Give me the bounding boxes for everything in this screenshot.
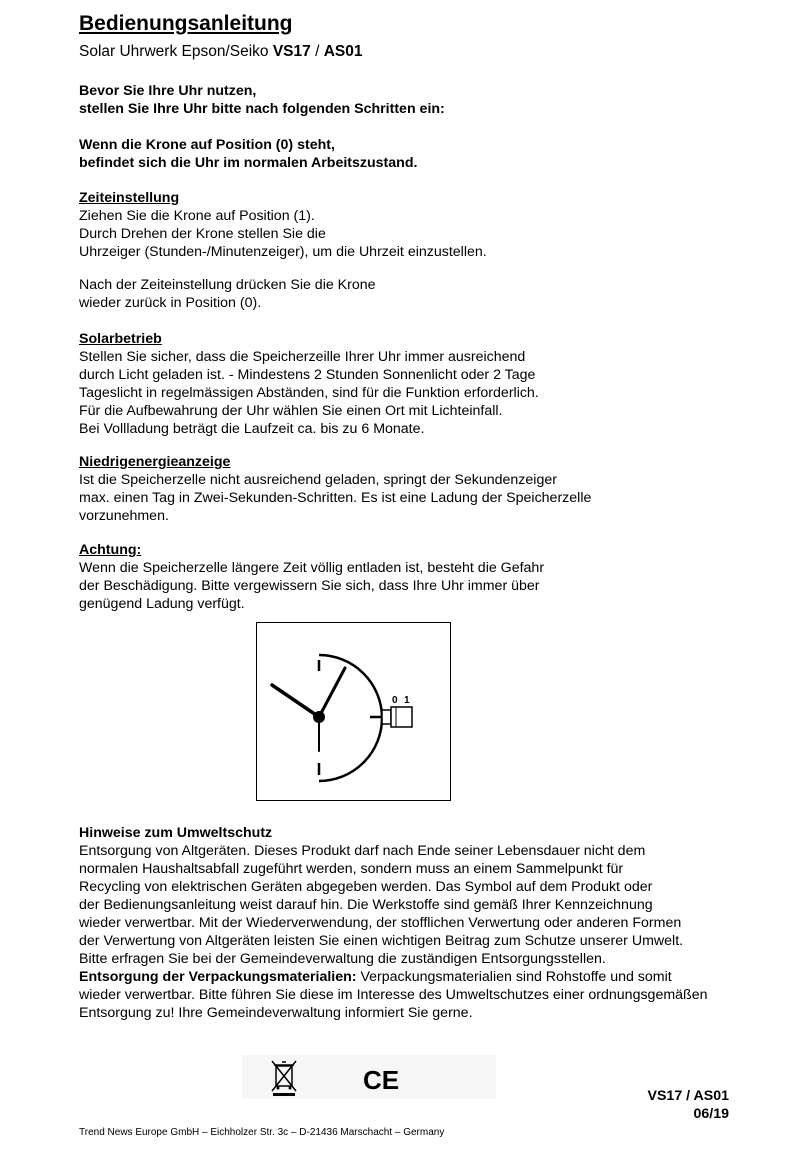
page-title: Bedienungsanleitung	[79, 12, 293, 35]
paragraph-line	[79, 968, 708, 986]
model-code-block	[648, 1087, 730, 1123]
packaging-text: Verpackungsmaterialien sind Rohstoffe und somit	[356, 969, 672, 985]
crown-note-line: befindet sich die Uhr im normalen Arbeitszustand.	[79, 155, 418, 171]
subtitle-prefix: Solar Uhrwerk Epson/Seiko	[79, 43, 273, 60]
paragraph-line: normalen Haushaltsabfall zugeführt werden, sondern muss an einem Sammelpunkt für	[79, 861, 624, 877]
watch-crown-diagram	[256, 622, 451, 801]
model-a: VS17	[272, 43, 311, 60]
paragraph-line: Für die Aufbewahrung der Uhr wählen Sie einen Ort mit Lichteinfall.	[79, 403, 503, 419]
paragraph-line: Wenn die Speicherzelle längere Zeit völlig entladen ist, besteht die Gefahr	[79, 560, 545, 576]
paragraph-line: Bitte erfragen Sie bei der Gemeindeverwaltung die zuständigen Entsorgungsstellen.	[79, 951, 606, 967]
subtitle	[79, 43, 362, 61]
intro-line: Bevor Sie Ihre Uhr nutzen,	[79, 83, 257, 99]
section-zeiteinstellung	[79, 189, 487, 261]
watch-diagram-svg	[257, 623, 450, 800]
paragraph-line: Durch Drehen der Krone stellen Sie die	[79, 226, 326, 242]
model-code: VS17 / AS01	[647, 1088, 729, 1104]
section-heading: Achtung:	[79, 542, 142, 558]
section-heading: Niedrigenergieanzeige	[79, 454, 231, 470]
paragraph-line: Tageslicht in regelmässigen Abständen, sind für die Funktion erforderlich.	[79, 385, 539, 401]
crown-note-line: Wenn die Krone auf Position (0) steht,	[79, 137, 335, 153]
hour-hand	[272, 685, 319, 717]
packaging-heading: Entsorgung der Verpackungsmaterialien:	[79, 969, 357, 985]
section-heading: Zeiteinstellung	[79, 190, 180, 206]
section-umweltschutz	[79, 824, 708, 1022]
weee-bin-icon	[272, 1061, 296, 1096]
paragraph-line: durch Licht geladen ist. - Mindestens 2 Stunden Sonnenlicht oder 2 Tage	[79, 367, 536, 383]
paragraph-line: Uhrzeiger (Stunden-/Minutenzeiger), um die Uhrzeit einzustellen.	[79, 244, 487, 260]
paragraph-line: Entsorgung zu! Ihre Gemeindeverwaltung informiert Sie gerne.	[79, 1005, 473, 1021]
paragraph-line: Nach der Zeiteinstellung drücken Sie die Krone	[79, 277, 376, 293]
paragraph-line: Ist die Speicherzelle nicht ausreichend geladen, springt der Sekundenzeiger	[79, 472, 557, 488]
paragraph-line: der Bedienungsanleitung weist darauf hin. Die Werkstoffe sind gemäß Ihrer Kennzeichnung	[79, 897, 653, 913]
section-solarbetrieb	[79, 330, 539, 438]
paragraph-line: Stellen Sie sicher, dass die Speicherzeille Ihrer Uhr immer ausreichend	[79, 349, 526, 365]
paragraph-line: wieder verwertbar. Bitte führen Sie diese im Interesse des Umweltschutzes einer ordnungsgemäßen	[79, 987, 708, 1003]
logos-svg	[242, 1055, 496, 1099]
compliance-logos	[242, 1055, 496, 1099]
paragraph-line: genügend Ladung verfügt.	[79, 596, 245, 612]
paragraph-line: Recycling von elektrischen Geräten abgegeben werden. Das Symbol auf dem Produkt oder	[79, 879, 653, 895]
paragraph-line: wieder verwertbar. Mit der Wiederverwendung, der stofflichen Verwertung oder anderen Formen	[79, 915, 682, 931]
paragraph-line: der Verwertung von Altgeräten leisten Sie einen wichtigen Beitrag zum Schutze unserer Umwelt.	[79, 933, 684, 949]
section-zeiteinstellung-after	[79, 276, 376, 312]
ce-mark-icon: CE	[363, 1065, 400, 1095]
paragraph-line: Bei Vollladung beträgt die Laufzeit ca. bis zu 6 Monate.	[79, 421, 425, 437]
hand-pivot	[313, 711, 325, 723]
minute-hand	[319, 668, 345, 717]
paragraph-line: vorzunehmen.	[79, 508, 169, 524]
crown-note	[79, 136, 417, 172]
intro-text	[79, 82, 445, 118]
crown	[391, 707, 412, 727]
subtitle-separator: /	[310, 43, 324, 60]
company-footer: Trend News Europe GmbH – Eichholzer Str. 3c – D-21436 Marschacht – Germany	[79, 1127, 445, 1138]
model-b: AS01	[323, 43, 363, 60]
paragraph-line: Entsorgung von Altgeräten. Dieses Produkt darf nach Ende seiner Lebensdauer nicht dem	[79, 843, 646, 859]
version-date: 06/19	[693, 1106, 729, 1122]
paragraph-line: max. einen Tag in Zwei-Sekunden-Schritten. Es ist eine Ladung der Speicherzelle	[79, 490, 592, 506]
intro-line: stellen Sie Ihre Uhr bitte nach folgenden Schritten ein:	[79, 101, 445, 117]
section-heading: Solarbetrieb	[79, 331, 162, 347]
crown-stem	[382, 710, 391, 724]
crown-position-1-label: 1	[404, 695, 410, 706]
paragraph-line: Ziehen Sie die Krone auf Position (1).	[79, 208, 315, 224]
section-heading: Hinweise zum Umweltschutz	[79, 825, 273, 841]
section-achtung	[79, 541, 544, 613]
section-niedrigenergieanzeige	[79, 453, 591, 525]
paragraph-line: wieder zurück in Position (0).	[79, 295, 262, 311]
crown-position-0-label: 0	[392, 695, 398, 706]
paragraph-line: der Beschädigung. Bitte vergewissern Sie sich, dass Ihre Uhr immer über	[79, 578, 540, 594]
